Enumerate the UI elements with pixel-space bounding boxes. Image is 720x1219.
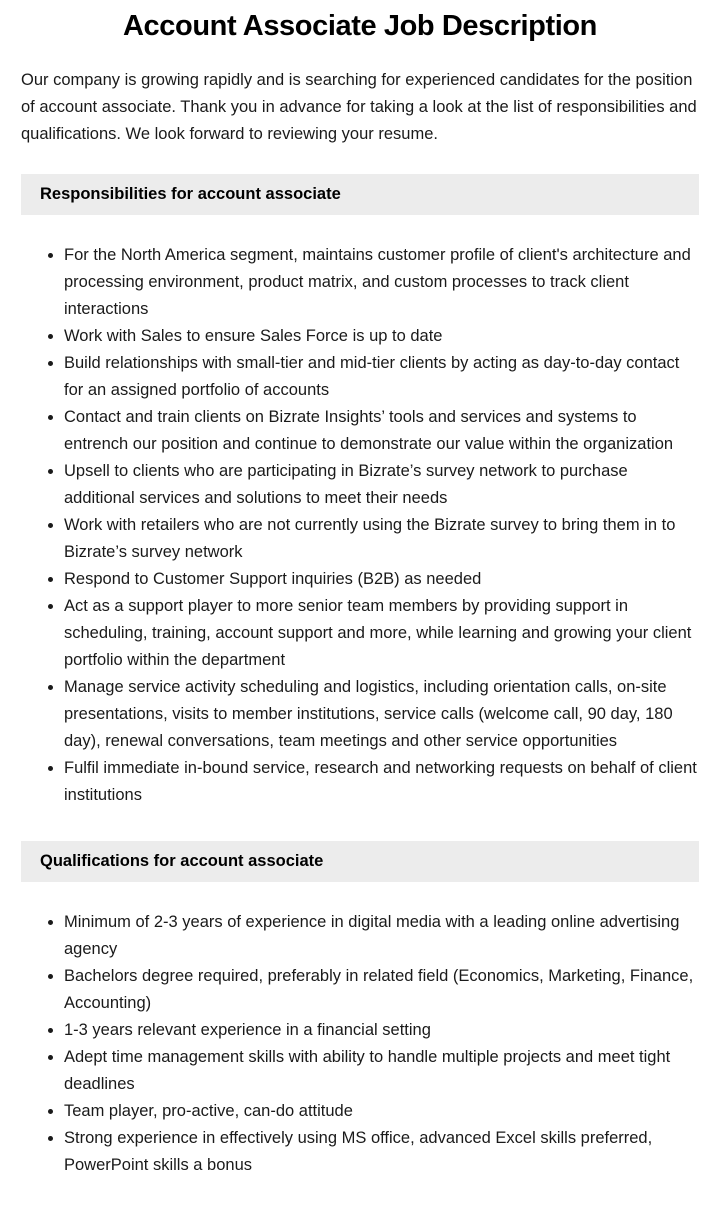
list-item: • Manage service activity scheduling and logistics, including orientation calls, on-site presentations, visits to member institutions, service calls (welcome call, 90 day, 180 day), renewal conversations, team meetings and other service opportunities <box>64 674 699 755</box>
responsibilities-heading: Responsibilities for account associate <box>21 174 699 215</box>
list-item: • Act as a support player to more senior team members by providing support in scheduling, training, account support and more, while learning and growing your client portfolio within the department <box>64 593 699 674</box>
list-item: • Work with Sales to ensure Sales Force is up to date <box>64 323 699 350</box>
page-title: Account Associate Job Description <box>123 10 597 42</box>
responsibilities-list <box>21 242 699 809</box>
list-item: • Work with retailers who are not currently using the Bizrate survey to bring them in to Bizrate’s survey network <box>64 512 699 566</box>
list-item: • Minimum of 2-3 years of experience in digital media with a leading online advertising agency <box>64 909 699 963</box>
list-item: • Contact and train clients on Bizrate Insights’ tools and services and systems to entrench our position and continue to demonstrate our value within the organization <box>64 404 699 458</box>
qualifications-section <box>21 841 699 1179</box>
intro-paragraph: Our company is growing rapidly and is searching for experienced candidates for the position of account associate. Thank you in advance for taking a look at the list of responsibilities and qualifications. We look forward to reviewing your resume. <box>21 71 697 143</box>
list-item: • Fulfil immediate in-bound service, research and networking requests on behalf of client institutions <box>64 755 699 809</box>
list-item: • For the North America segment, maintains customer profile of client's architecture and processing environment, product matrix, and custom processes to track client interactions <box>64 242 699 323</box>
responsibilities-section <box>21 174 699 809</box>
list-item: • Respond to Customer Support inquiries (B2B) as needed <box>64 566 699 593</box>
qualifications-list <box>21 909 699 1179</box>
list-item: • Adept time management skills with ability to handle multiple projects and meet tight deadlines <box>64 1044 699 1098</box>
list-item: • Upsell to clients who are participating in Bizrate’s survey network to purchase additional services and solutions to meet their needs <box>64 458 699 512</box>
list-item: • 1-3 years relevant experience in a financial setting <box>64 1017 699 1044</box>
qualifications-heading: Qualifications for account associate <box>21 841 699 882</box>
list-item: • Bachelors degree required, preferably in related field (Economics, Marketing, Finance, Accounting) <box>64 963 699 1017</box>
list-item: • Team player, pro-active, can-do attitude <box>64 1098 699 1125</box>
list-item: • Strong experience in effectively using MS office, advanced Excel skills preferred, PowerPoint skills a bonus <box>64 1125 699 1179</box>
list-item: • Build relationships with small-tier and mid-tier clients by acting as day-to-day contact for an assigned portfolio of accounts <box>64 350 699 404</box>
